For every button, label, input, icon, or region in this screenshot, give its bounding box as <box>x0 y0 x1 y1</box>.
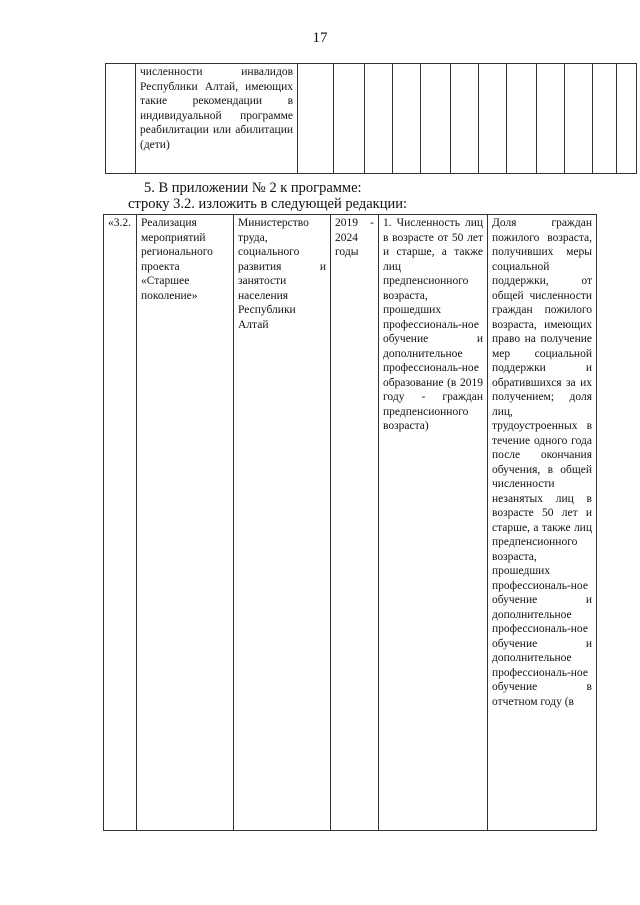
top-table <box>105 63 637 174</box>
top-cell-empty <box>298 64 334 174</box>
top-cell-empty <box>334 64 365 174</box>
top-cell-empty <box>421 64 451 174</box>
top-cell-empty <box>393 64 421 174</box>
top-table-row <box>106 64 637 174</box>
top-cell-empty <box>479 64 507 174</box>
cell-period: 2019 - 2024 годы <box>331 215 379 831</box>
table-row <box>104 215 597 831</box>
paragraph-line-1: 5. В приложении № 2 к программе: <box>144 180 362 196</box>
cell-name: Реализация мероприятий регионального проекта «Старшее поколение» <box>137 215 234 831</box>
top-cell-empty <box>593 64 617 174</box>
cell-num: «3.2. <box>104 215 137 831</box>
top-cell-empty <box>565 64 593 174</box>
program-table <box>103 214 597 831</box>
top-cell-empty <box>617 64 637 174</box>
top-cell-empty <box>537 64 565 174</box>
cell-indicator: Доля граждан пожилого возраста, получивших меры социальной поддержки, от общей численности граждан пожилого возраста, имеющих право на получение мер социальной поддержки и обратившихся за их получением; доля лиц, трудоустроенных в течение одного года после окончания обучения, в общей численности незанятых лиц в возрасте 50 лет и старше, а также лиц предпенсионного возраста, прошедших профессиональ-ное обучение и дополнительное профессиональ-ное обучение и дополнительное профессиональ-ное обучение в отчетном году (в <box>488 215 597 831</box>
cell-executor: Министерство труда, социального развития и занятости населения Республики Алтай <box>234 215 331 831</box>
top-cell-text: численности инвалидов Республики Алтай, имеющих такие рекомендации в индивидуальной программе реабилитации или абилитации (дети) <box>136 64 298 174</box>
top-cell-num <box>106 64 136 174</box>
top-cell-empty <box>365 64 393 174</box>
top-cell-empty <box>451 64 479 174</box>
paragraph-line-2: строку 3.2. изложить в следующей редакции: <box>128 196 407 212</box>
page-number: 17 <box>312 30 328 46</box>
top-cell-empty <box>507 64 537 174</box>
cell-result: 1. Численность лиц в возрасте от 50 лет и старше, а также лиц предпенсионного возраста, прошедших профессиональ-ное обучение и дополнительное профессиональ-ное образование (в 2019 году - граждан предпенсионного возраста) <box>379 215 488 831</box>
